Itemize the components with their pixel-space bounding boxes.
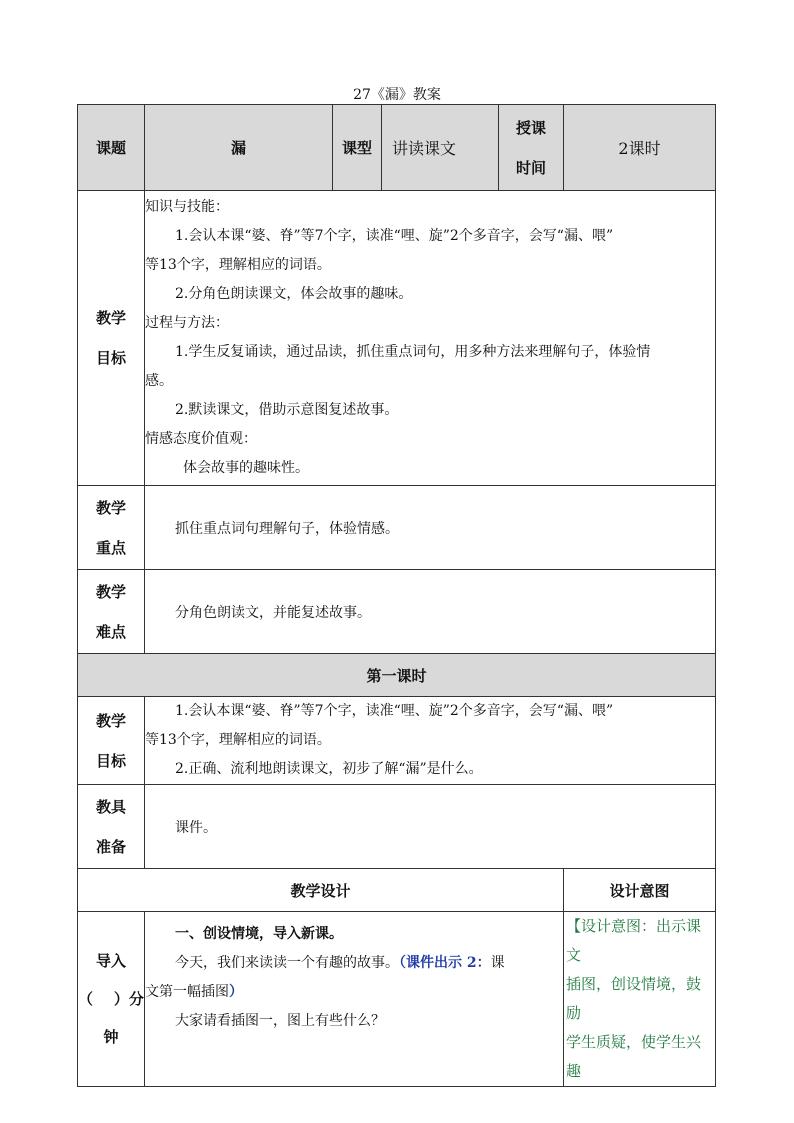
lesson1-goals-row xyxy=(78,697,716,785)
goals-row xyxy=(78,191,716,486)
lesson1-goals-label-line-2: 目标 xyxy=(95,751,126,770)
intro-line-2 xyxy=(145,978,563,1007)
intent-content xyxy=(564,912,716,1087)
intro-label-line-2: （ ）分 xyxy=(78,990,144,1008)
type-label: 课型 xyxy=(333,105,382,191)
intro-content xyxy=(145,912,564,1087)
goals-label xyxy=(78,191,145,486)
document-title: 27《漏》教案 xyxy=(353,87,441,103)
goals-content xyxy=(145,191,716,486)
intro-line-2-bracket: ） xyxy=(229,984,243,1000)
tools-label-line-1: 教具 xyxy=(95,797,126,816)
lesson1-goals-line: 等13个字，理解相应的词语。 xyxy=(145,732,331,748)
intro-courseware-note: （课件出示 2： xyxy=(399,955,491,971)
intent-line: 【设计意图：出示课文 xyxy=(566,917,702,964)
lesson1-goals-label-line-1: 教学 xyxy=(95,711,126,730)
goals-line: 知识与技能： xyxy=(145,199,229,215)
tools-row xyxy=(78,785,716,869)
time-label-line-1: 授课 xyxy=(515,118,546,137)
difficulties-text: 分角色朗读文，并能复述故事。 xyxy=(145,570,716,654)
type-value: 讲读课文 xyxy=(382,105,499,191)
intro-line-1-end: 课 xyxy=(490,955,505,971)
difficulties-row xyxy=(78,570,716,654)
goals-label-line-2: 目标 xyxy=(95,349,126,367)
intro-line-1 xyxy=(145,949,563,978)
lesson1-title-row xyxy=(78,654,716,697)
course-label: 课题 xyxy=(78,105,145,191)
goals-line: 体会故事的趣味性。 xyxy=(183,460,309,476)
time-value: 2课时 xyxy=(564,105,716,191)
lesson1-goals-line: 2.正确、流利地朗读课文，初步了解“漏”是什么。 xyxy=(175,761,483,777)
intent-line: 插图，创设情境，鼓励 xyxy=(566,975,702,1022)
tools-text: 课件。 xyxy=(145,785,716,869)
key-points-label-line-1: 教学 xyxy=(95,498,126,517)
intro-label xyxy=(78,912,145,1087)
intro-line-1-text: 今天，我们来读读一个有趣的故事。 xyxy=(175,955,399,971)
lesson1-goals-line: 1.会认本课“婆、脊”等7个字，读准“哩、旋”2个多音字，会写“漏、喂” xyxy=(175,703,614,719)
goals-label-line-1: 教学 xyxy=(95,309,126,327)
goals-line: 感。 xyxy=(145,373,173,389)
goals-line: 2.分角色朗读课文，体会故事的趣味。 xyxy=(175,286,413,302)
lesson1-goals-label xyxy=(78,697,145,785)
intro-line-3: 大家请看插图一，图上有些什么？ xyxy=(175,1013,385,1029)
intro-line-2-text: 文第一幅插图 xyxy=(145,984,229,1000)
intent-header: 设计意图 xyxy=(564,869,716,912)
difficulties-label xyxy=(78,570,145,654)
goals-line: 情感态度价值观： xyxy=(145,431,257,447)
key-points-label xyxy=(78,486,145,570)
design-header: 教学设计 xyxy=(78,869,564,912)
intro-heading: 一、创设情境，导入新课。 xyxy=(175,926,343,942)
tools-label xyxy=(78,785,145,869)
intro-label-line-3: 钟 xyxy=(103,1028,119,1046)
time-label-line-2: 时间 xyxy=(515,158,546,177)
tools-label-line-2: 准备 xyxy=(95,837,126,856)
goals-line: 1.学生反复诵读，通过品读，抓住重点词句，用多种方法来理解句子，体验情 xyxy=(175,344,651,360)
time-label xyxy=(499,105,564,191)
goals-line: 等13个字，理解相应的词语。 xyxy=(145,257,331,273)
intent-line: 学生质疑，使学生兴趣 xyxy=(566,1033,702,1080)
goals-line: 1.会认本课“婆、脊”等7个字，读准“哩、旋”2个多音字，会写“漏、喂” xyxy=(175,228,614,244)
goals-line: 2.默读课文，借助示意图复述故事。 xyxy=(175,402,399,418)
intro-label-line-1: 导入 xyxy=(95,952,126,970)
header-row xyxy=(78,105,716,191)
lesson-plan-table xyxy=(77,104,716,1087)
goals-line: 过程与方法： xyxy=(145,315,229,331)
lesson1-goals-content xyxy=(145,697,716,785)
key-points-row xyxy=(78,486,716,570)
design-header-row xyxy=(78,869,716,912)
key-points-text: 抓住重点词句理解句子，体验情感。 xyxy=(145,486,716,570)
difficulties-label-line-1: 教学 xyxy=(95,582,126,601)
intro-row xyxy=(78,912,716,1087)
lesson1-title: 第一课时 xyxy=(78,654,716,697)
course-value: 漏 xyxy=(145,105,333,191)
difficulties-label-line-2: 难点 xyxy=(95,622,126,641)
key-points-label-line-2: 重点 xyxy=(95,538,126,557)
